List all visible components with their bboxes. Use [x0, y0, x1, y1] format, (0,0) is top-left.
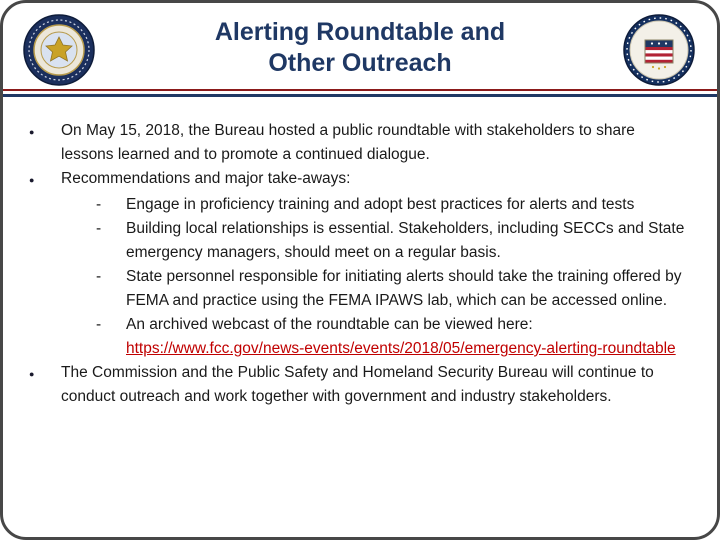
bullet-text: On May 15, 2018, the Bureau hosted a public roundtable with stakeholders to share lessons learned and to promote a continued dialogue. — [61, 122, 635, 163]
bullet-text: Building local relationships is essential. Stakeholders, including SECCs and State emergency managers, should meet on a regular basis. — [126, 220, 685, 261]
slide-body — [3, 119, 717, 409]
list-item — [3, 361, 717, 409]
title-line-2: Other Outreach — [268, 49, 452, 77]
dash-icon: - — [96, 268, 102, 285]
list-item — [3, 193, 717, 217]
fcc-seal-icon — [623, 14, 695, 86]
bullet-icon: ● — [29, 369, 35, 379]
dash-icon: - — [96, 220, 102, 237]
list-item — [3, 313, 717, 361]
bullet-text — [126, 313, 717, 361]
list-item — [3, 217, 717, 265]
list-item — [3, 167, 717, 193]
bullet-icon: ● — [29, 127, 35, 137]
dash-icon: - — [96, 316, 102, 333]
bureau-seal-icon — [23, 14, 95, 86]
bullet-text: Recommendations and major take-aways: — [61, 170, 351, 187]
bullet-text: The Commission and the Public Safety and Homeland Security Bureau will continue to conduct outreach and work together with government and industry stakeholders. — [61, 364, 654, 405]
webcast-lead-text: An archived webcast of the roundtable can be viewed here: — [126, 316, 533, 333]
list-item — [3, 265, 717, 313]
dash-icon: - — [96, 196, 102, 213]
page-title — [3, 17, 717, 79]
title-separator-rule — [3, 89, 717, 97]
bullet-icon: ● — [29, 175, 35, 185]
list-item — [3, 119, 717, 167]
bullet-text: State personnel responsible for initiating alerts should take the training offered by FEMA and practice using the FEMA IPAWS lab, which can be accessed online. — [126, 268, 682, 309]
bullet-text: Engage in proficiency training and adopt best practices for alerts and tests — [126, 196, 635, 213]
roundtable-webcast-link[interactable]: https://www.fcc.gov/news-events/events/2018/05/emergency-alerting-roundtable — [126, 340, 676, 357]
title-line-1: Alerting Roundtable and — [214, 18, 506, 46]
